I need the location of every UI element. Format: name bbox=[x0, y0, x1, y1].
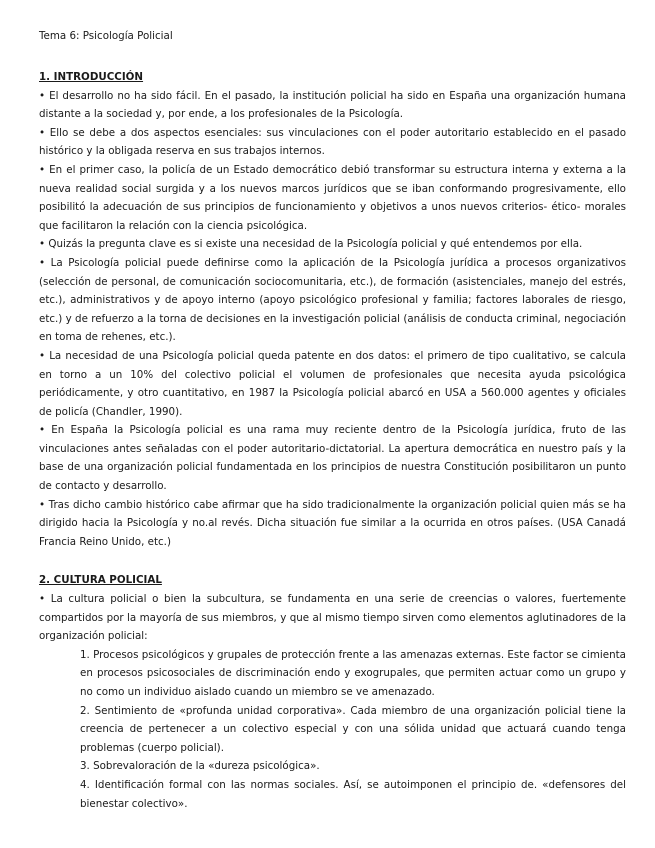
paragraph: • La cultura policial o bien la subcultura, se fundamenta en una serie de creencias o valores, fuertemente compartidos por la mayoría de sus miembros, y que al mismo tiempo sirven como elementos aglutinadores de la organización policial: bbox=[39, 593, 626, 643]
list-item: 3. Sobrevaloración de la «dureza psicológica». bbox=[80, 760, 320, 773]
paragraph: • La Psicología policial puede definirse como la aplicación de la Psicología jurídica a procesos organizativos (selección de personal, de comunicación sociocomunitaria, etc.), de formación (asistenciales, manejo del estrés, etc.), administrativos y de apoyo interno (apoyo psicológico profesional y familia; factores laborales de riesgo, etc.) y de refuerzo a la torna de decisiones en la investigación policial (análisis de conducta criminal, negociación en toma de rehenes, etc.). bbox=[39, 256, 626, 344]
numbered-list bbox=[39, 646, 626, 813]
list-item: 4. Identificación formal con las normas sociales. Así, se autoimponen el principio de. «defensores del bienestar colectivo». bbox=[80, 778, 626, 810]
paragraph: • En España la Psicología policial es una rama muy reciente dentro de la Psicología jurídica, fruto de las vinculaciones antes señaladas con el poder autoritario-dictatorial. La apertura democrática en nuestro país y la base de una organización policial fundamentada en los principios de nuestra Constitución posibilitaron un punto de contacto y desarrollo. bbox=[39, 424, 626, 493]
list-item: 1. Procesos psicológicos y grupales de protección frente a las amenazas externas. Este factor se cimienta en procesos psicosociales de discriminación endo y exogrupales, que permiten actuar como un grupo y no como un individuo aislado cuando un miembro se ve amenazado. bbox=[80, 648, 626, 698]
section-heading-introduccion: 1. INTRODUCCIÓN bbox=[39, 71, 144, 83]
document-title: Tema 6: Psicología Policial bbox=[39, 30, 173, 42]
paragraph: • Quizás la pregunta clave es si existe una necesidad de la Psicología policial y qué entendemos por ella. bbox=[39, 238, 583, 251]
paragraph: • El desarrollo no ha sido fácil. En el pasado, la institución policial ha sido en España una organización humana distante a la sociedad y, por ende, a los profesionales de la Psicología. bbox=[39, 89, 626, 121]
section-spacer bbox=[39, 551, 626, 571]
paragraph: • En el primer caso, la policía de un Estado democrático debió transformar su estructura interna y externa a la nueva realidad social surgida y a los nuevos marcos jurídicos que se iban conformando progresivamente, ello posibilitó la adecuación de sus principios de funcionamiento y objetivos a unos nuevos criterios- ético- morales que facilitaron la relación con la ciencia psicológica. bbox=[39, 163, 626, 232]
section-introduccion bbox=[39, 68, 626, 551]
list-item: 2. Sentimiento de «profunda unidad corporativa». Cada miembro de una organización policial tiene la creencia de pertenecer a un colectivo especial y con una sólida unidad que actuará cuando tenga problemas (cuerpo policial). bbox=[80, 704, 626, 754]
section-cultura-policial bbox=[39, 571, 626, 813]
section-heading-cultura-policial: 2. CULTURA POLICIAL bbox=[39, 574, 162, 587]
paragraph: • Ello se debe a dos aspectos esenciales: sus vinculaciones con el poder autoritario establecido en el pasado histórico y la obligada reserva en sus trabajos internos. bbox=[39, 126, 626, 158]
paragraph: • Tras dicho cambio histórico cabe afirmar que ha sido tradicionalmente la organización policial quien más se ha dirigido hacia la Psicología y no.al revés. Dicha situación fue similar a la ocurrida en otros países. (USA Canadá Francia Reino Unido, etc.) bbox=[39, 498, 626, 548]
paragraph: • La necesidad de una Psicología policial queda patente en dos datos: el primero de tipo cualitativo, se calcula en torno a un 10% del colectivo policial el volumen de profesionales que necesita ayuda psicológica periódicamente, y otro cuantitativo, en 1987 la Psicología policial abarcó en USA a 560.000 agentes y oficiales de policía (Chandler, 1990). bbox=[39, 349, 626, 418]
